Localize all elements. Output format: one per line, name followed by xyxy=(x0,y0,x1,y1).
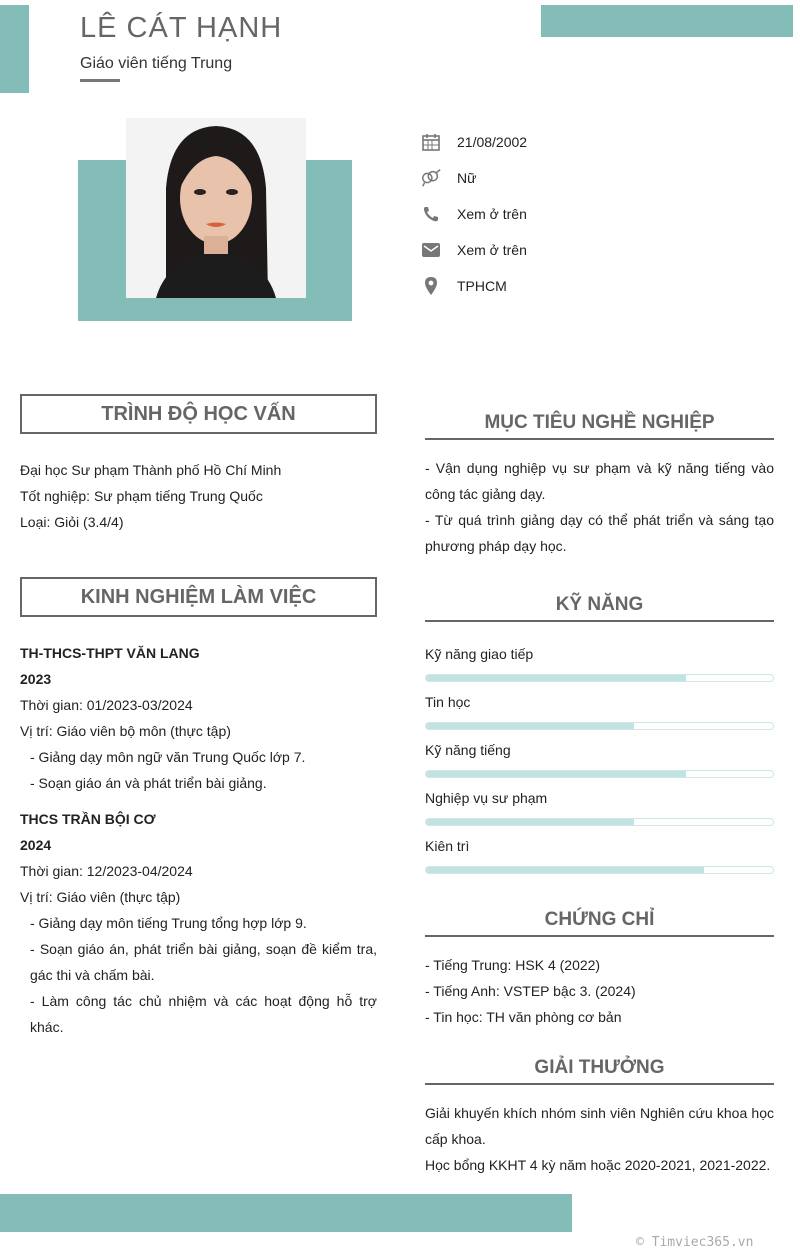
job-task: - Giảng dạy môn tiếng Trung tổng hợp lớp 9. xyxy=(30,915,307,931)
email-text: Xem ở trên xyxy=(457,242,527,258)
accent-bar-bottom xyxy=(0,1194,572,1232)
skill-bar-track xyxy=(425,866,774,874)
job-position: Vị trí: Giáo viên (thực tập) xyxy=(20,889,181,905)
watermark: © Timviec365.vn xyxy=(636,1235,754,1250)
skill-bar-fill xyxy=(426,771,686,777)
location-text: TPHCM xyxy=(457,278,507,294)
skill-item xyxy=(425,838,774,874)
contact-gender xyxy=(420,160,780,196)
experience-job-1 xyxy=(20,640,377,796)
education-grade: Loại: Giỏi (3.4/4) xyxy=(20,514,124,530)
objective-heading: MỤC TIÊU NGHỀ NGHIỆP xyxy=(425,412,774,440)
job-task: - Làm công tác chủ nhiệm và các hoạt động hỗ trợ khác. xyxy=(30,993,377,1035)
gender-icon xyxy=(420,167,442,189)
education-heading: TRÌNH ĐỘ HỌC VẤN xyxy=(20,394,377,434)
education-section xyxy=(20,457,377,535)
title-underline xyxy=(80,79,120,82)
skill-bar-track xyxy=(425,722,774,730)
job-time: Thời gian: 01/2023-03/2024 xyxy=(20,697,193,713)
phone-icon xyxy=(420,203,442,225)
skill-item xyxy=(425,646,774,682)
skill-item xyxy=(425,742,774,778)
award-item: Học bổng KKHT 4 kỳ năm hoặc 2020-2021, 2021-2022. xyxy=(425,1157,771,1173)
job-task: - Soạn giáo án và phát triển bài giảng. xyxy=(30,775,267,791)
job-task: - Soạn giáo án, phát triển bài giảng, soạn đề kiểm tra, gác thi và chấm bài. xyxy=(30,941,377,983)
skill-item xyxy=(425,790,774,826)
contact-birthdate xyxy=(420,124,780,160)
skill-bar-track xyxy=(425,818,774,826)
skill-bar-track xyxy=(425,770,774,778)
accent-bar-top xyxy=(541,5,793,37)
job-year: 2023 xyxy=(20,671,52,687)
awards-heading: GIẢI THƯỞNG xyxy=(425,1057,774,1085)
contact-location xyxy=(420,268,780,304)
skills-heading: KỸ NĂNG xyxy=(425,594,774,622)
skill-label: Nghiệp vụ sư phạm xyxy=(425,790,548,806)
phone-text: Xem ở trên xyxy=(457,206,527,222)
skill-bar-track xyxy=(425,674,774,682)
education-graduation: Tốt nghiệp: Sư phạm tiếng Trung Quốc xyxy=(20,488,263,504)
job-time: Thời gian: 12/2023-04/2024 xyxy=(20,863,193,879)
job-task: - Giảng dạy môn ngữ văn Trung Quốc lớp 7. xyxy=(30,749,306,765)
job-company: TH-THCS-THPT VĂN LANG xyxy=(20,645,200,661)
location-icon xyxy=(420,275,442,297)
gender-text: Nữ xyxy=(457,170,477,186)
experience-heading: KINH NGHIỆM LÀM VIỆC xyxy=(20,577,377,617)
objective-section xyxy=(425,455,774,559)
contact-phone xyxy=(420,196,780,232)
birthdate-text: 21/08/2002 xyxy=(457,134,528,150)
skill-label: Tin học xyxy=(425,694,471,710)
objective-line: - Từ quá trình giảng dạy có thể phát triển và sáng tạo phương pháp dạy học. xyxy=(425,512,774,554)
objective-line: - Vận dụng nghiệp vụ sư phạm và kỹ năng tiếng vào công tác giảng dạy. xyxy=(425,460,774,502)
skill-bar-fill xyxy=(426,867,704,873)
profile-photo xyxy=(126,118,306,298)
skill-bar-fill xyxy=(426,723,634,729)
certificates-section xyxy=(425,952,774,1030)
contact-email xyxy=(420,232,780,268)
accent-bar-left xyxy=(0,5,29,93)
email-icon xyxy=(420,239,442,261)
skill-item xyxy=(425,694,774,730)
skill-label: Kiên trì xyxy=(425,838,470,854)
award-item: Giải khuyến khích nhóm sinh viên Nghiên cứu khoa học cấp khoa. xyxy=(425,1105,774,1147)
skill-bar-fill xyxy=(426,675,686,681)
awards-section xyxy=(425,1100,774,1178)
certificate-item: - Tin học: TH văn phòng cơ bản xyxy=(425,1009,622,1025)
job-position: Vị trí: Giáo viên bộ môn (thực tập) xyxy=(20,723,231,739)
experience-job-2 xyxy=(20,806,377,1040)
certificate-item: - Tiếng Trung: HSK 4 (2022) xyxy=(425,957,601,973)
certificates-heading: CHỨNG CHỈ xyxy=(425,909,774,937)
skill-label: Kỹ năng giao tiếp xyxy=(425,646,534,662)
skill-bar-fill xyxy=(426,819,634,825)
education-school: Đại học Sư phạm Thành phố Hồ Chí Minh xyxy=(20,462,282,478)
certificate-item: - Tiếng Anh: VSTEP bậc 3. (2024) xyxy=(425,983,636,999)
job-year: 2024 xyxy=(20,837,52,853)
contact-info xyxy=(420,124,780,304)
skill-label: Kỹ năng tiếng xyxy=(425,742,511,758)
calendar-icon xyxy=(420,131,442,153)
job-title: Giáo viên tiếng Trung xyxy=(80,55,233,72)
candidate-name: LÊ CÁT HẠNH xyxy=(80,12,283,44)
job-company: THCS TRẦN BỘI CƠ xyxy=(20,811,156,827)
